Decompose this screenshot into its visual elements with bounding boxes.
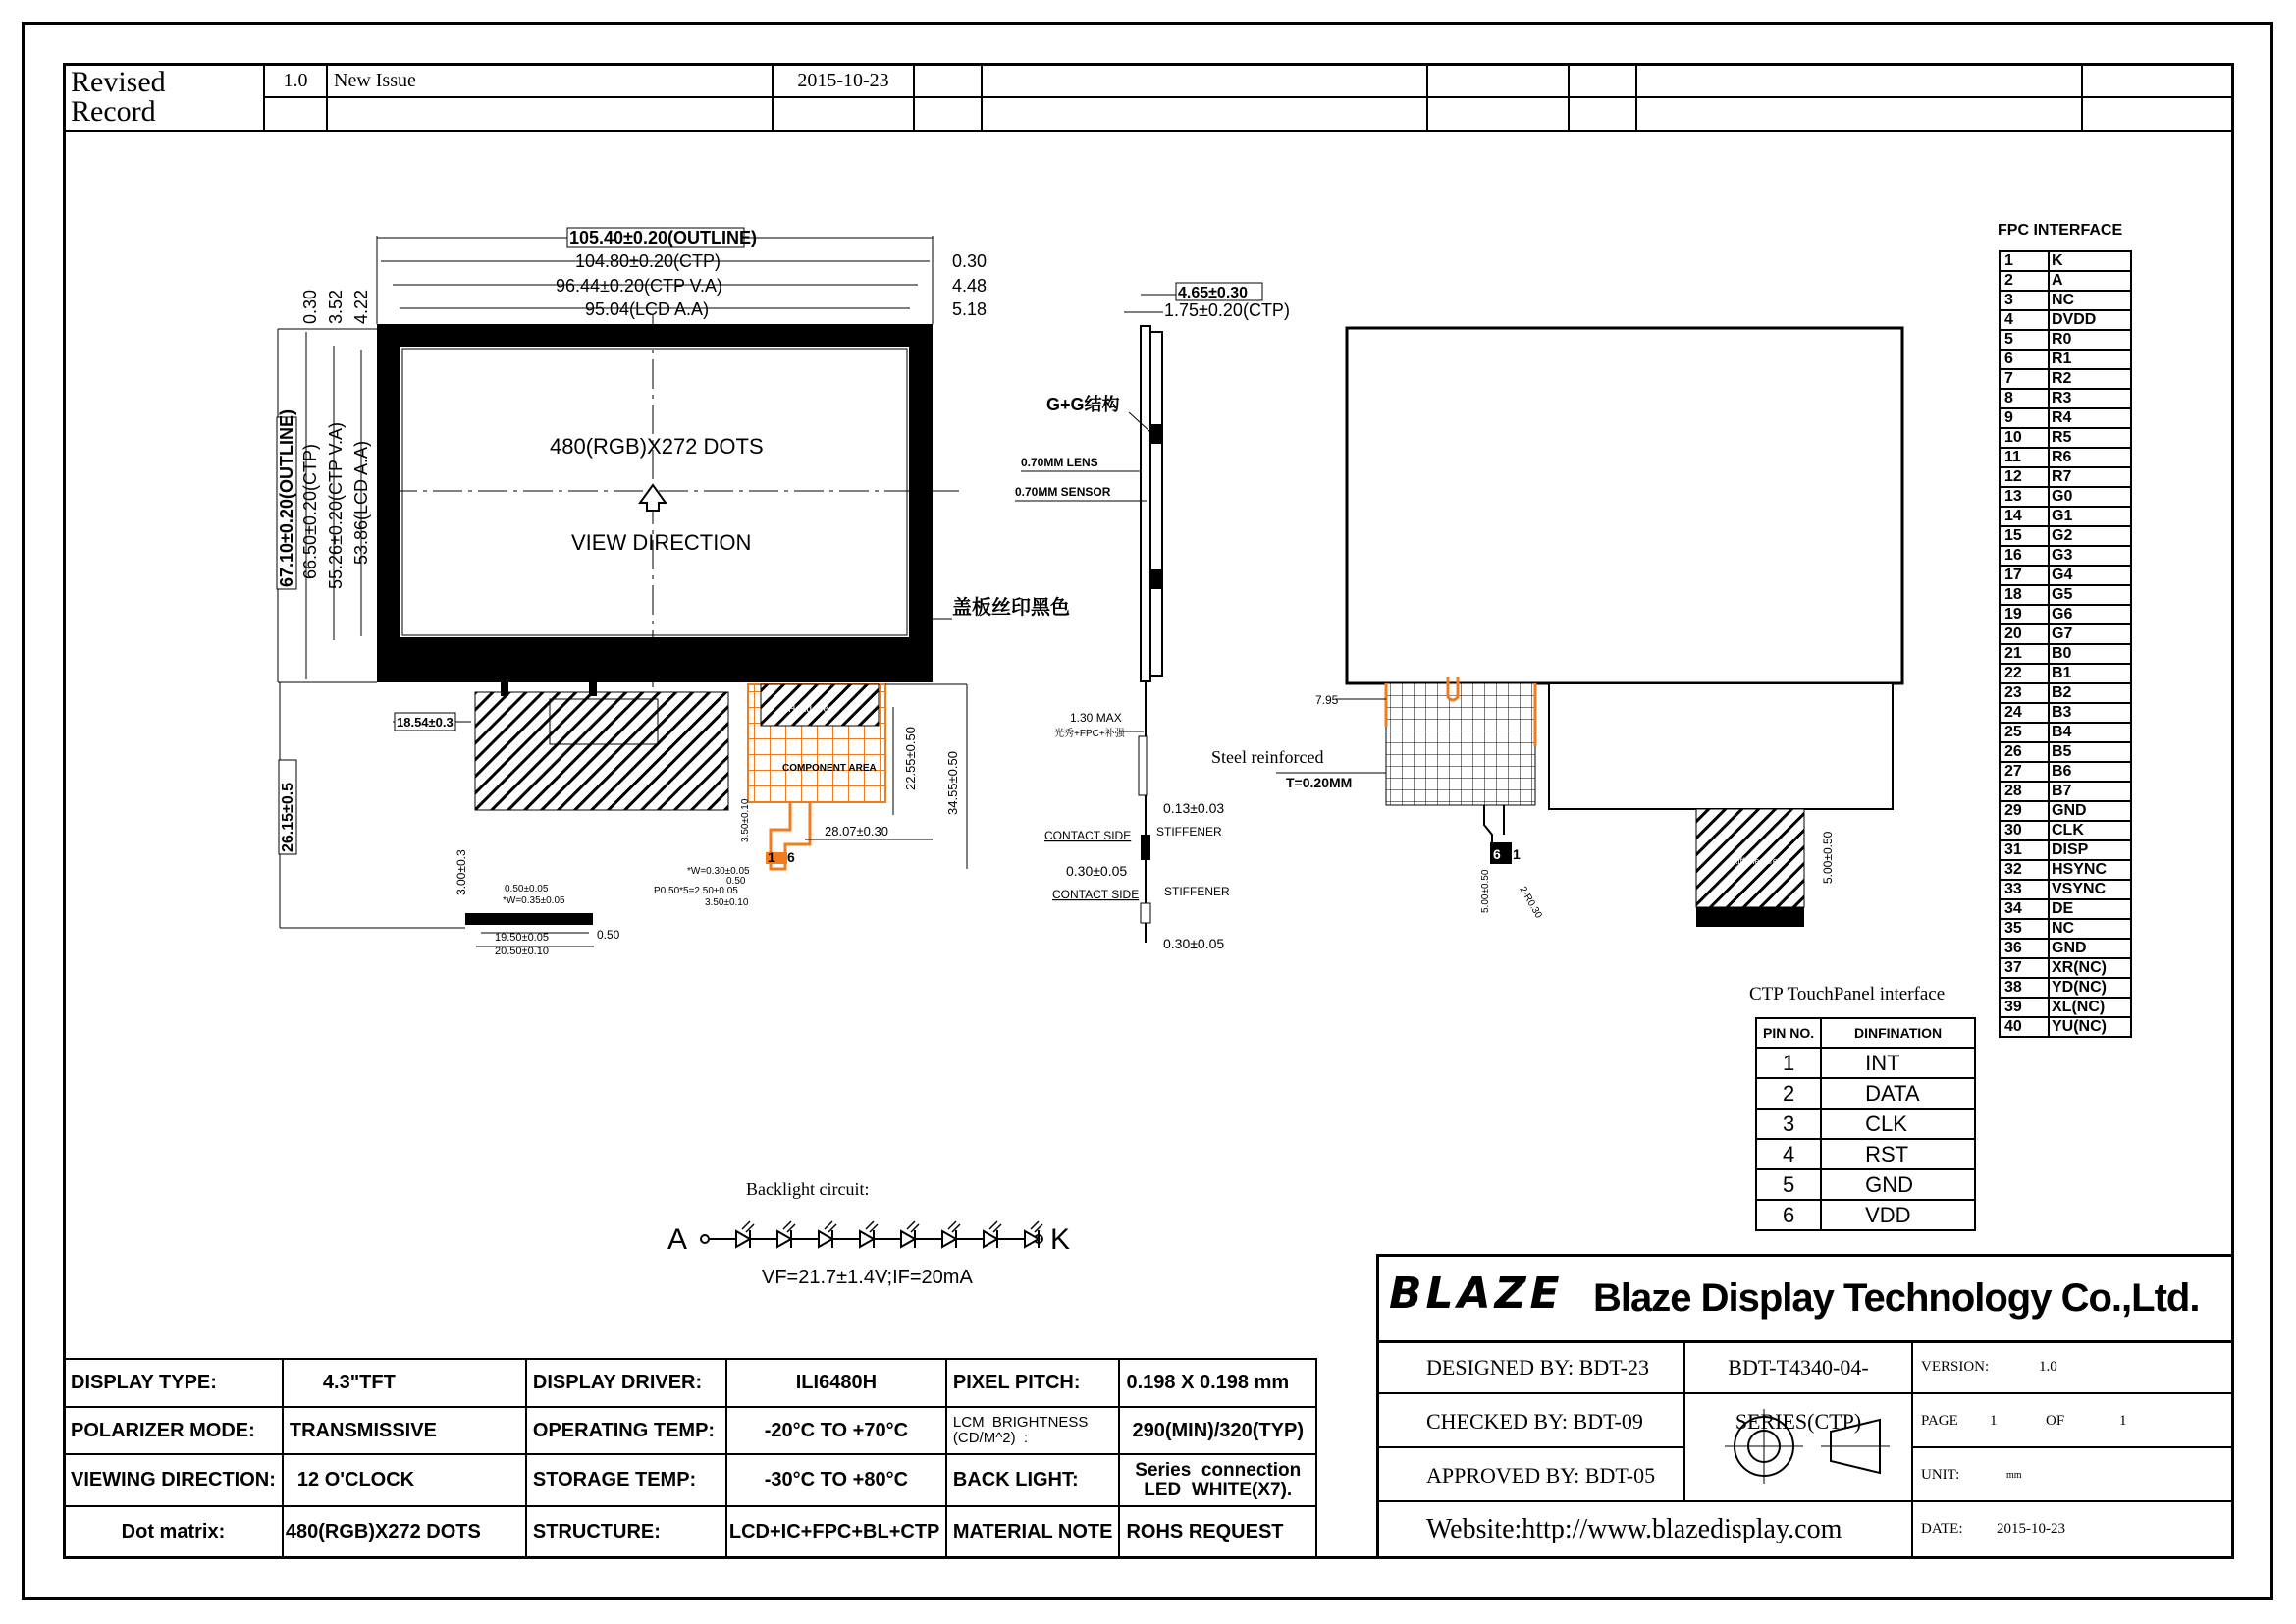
fpc-pin-number: 19 <box>2000 605 2049 624</box>
fpc-pin-name: DISP <box>2049 840 2131 860</box>
fpc-pin-row <box>2000 762 2131 782</box>
spec-label-polarizer: POLARIZER MODE: <box>64 1407 283 1455</box>
fpc-pin-name: XL(NC) <box>2049 998 2131 1017</box>
led-diode-icon <box>984 1221 1001 1248</box>
spec-label-dot-matrix: Dot matrix: <box>64 1506 283 1558</box>
right-offset-1: 0.30 <box>952 251 988 271</box>
fpc-pin-name: R1 <box>2049 350 2131 369</box>
fpc-pin-row <box>2000 723 2131 742</box>
fpc-pin-row <box>2000 467 2131 487</box>
page-value: 1 <box>1990 1413 1998 1429</box>
spec-label-material: MATERIAL NOTE <box>946 1506 1120 1558</box>
fpc-pin-number: 3 <box>2000 291 2049 310</box>
fpc-pin-row <box>2000 526 2131 546</box>
fpc-pin-row <box>2000 369 2131 389</box>
fpc-pin-name: G4 <box>2049 566 2131 585</box>
backlight-circuit <box>667 1179 1070 1288</box>
spec-value-driver: ILI6480H <box>726 1359 946 1407</box>
title-block <box>1376 1254 2234 1559</box>
fpc-pin-row <box>2000 448 2131 467</box>
fpc-pin-row <box>2000 605 2131 624</box>
fpc-pin-name: K <box>2049 251 2131 271</box>
spec-value-storage-temp: -30°C TO +80°C <box>726 1454 946 1506</box>
fpc-pin-row <box>2000 546 2131 566</box>
fpc-pin-number: 10 <box>2000 428 2049 448</box>
fpc-pin-name: HSYNC <box>2049 860 2131 880</box>
sensor-label: 0.70MM SENSOR <box>1015 485 1111 499</box>
fpc-pin-row <box>2000 801 2131 821</box>
fpc-pin-row <box>2000 644 2131 664</box>
top-offset-1: 0.30 <box>300 289 320 324</box>
dim-3-50-h: 3.50±0.10 <box>705 897 749 908</box>
revision-description: New Issue <box>327 64 773 97</box>
fpc-pin-number: 5 <box>2000 330 2049 350</box>
ctp-pin-row <box>1756 1139 1975 1169</box>
fpc-pin-number: 13 <box>2000 487 2049 507</box>
fpc-pin-number: 31 <box>2000 840 2049 860</box>
dim-34-55: 34.55±0.50 <box>945 751 960 815</box>
fpc-pin-row <box>2000 880 2131 899</box>
rear-dim-1: 5.00±0.50 <box>1480 869 1491 913</box>
ctp-pin-name: GND <box>1821 1169 1975 1200</box>
fpc-pin-name: B7 <box>2049 782 2131 801</box>
revision-header: Revised Record <box>64 64 264 131</box>
company-logo: BLAZE <box>1389 1269 1564 1319</box>
ctp-pin-name: RST <box>1821 1139 1975 1169</box>
fpc-pin-number: 40 <box>2000 1017 2049 1037</box>
max-label: 1.30 MAX <box>1070 711 1122 725</box>
fpc-pin-row <box>2000 624 2131 644</box>
fpc-interface-table <box>1999 250 2132 1038</box>
led-diode-icon <box>901 1221 919 1248</box>
fpc-pin-number: 9 <box>2000 408 2049 428</box>
fpc-pin-row <box>2000 350 2131 369</box>
fpc-pin-number: 37 <box>2000 958 2049 978</box>
fpc-pin-row <box>2000 408 2131 428</box>
contact-side-1: CONTACT SIDE <box>1044 829 1132 842</box>
ctp-pin-row <box>1756 1078 1975 1109</box>
side-thickness: 4.65±0.30 <box>1178 285 1249 301</box>
ctp-pin-row <box>1756 1200 1975 1230</box>
fpc-pin-number: 33 <box>2000 880 2049 899</box>
ctp-va-height: 55.26±0.20(CTP V.A) <box>326 422 346 589</box>
fpc-pin-row <box>2000 919 2131 939</box>
website: Website:http://www.blazedisplay.com <box>1379 1502 1913 1556</box>
fpc-pin-name: G6 <box>2049 605 2131 624</box>
dim-3-50-v: 3.50±0.10 <box>740 798 751 842</box>
stiffener-1: STIFFENER <box>1156 825 1222 839</box>
dim-0-30-a: 0.30±0.05 <box>1066 863 1128 879</box>
steel-thickness: T=0.20MM <box>1286 775 1353 790</box>
fpc-pin-row <box>2000 703 2131 723</box>
fpc-pin-number: 25 <box>2000 723 2049 742</box>
front-view <box>277 228 1070 957</box>
fpc-pin-row <box>2000 664 2131 683</box>
ctp-title: CTP TouchPanel interface <box>1749 984 1946 1004</box>
spec-value-pixel-pitch: 0.198 X 0.198 mm <box>1119 1359 1316 1407</box>
fpc-pin-number: 15 <box>2000 526 2049 546</box>
svg-text:1: 1 <box>1513 846 1521 862</box>
fpc-pin-number: 27 <box>2000 762 2049 782</box>
spec-label-pixel-pitch: PIXEL PITCH: <box>946 1359 1120 1407</box>
dim-28-07: 28.07±0.30 <box>825 824 888 839</box>
top-offset-2: 3.52 <box>326 289 346 324</box>
fpc-pin-name: VSYNC <box>2049 880 2131 899</box>
fpc-pin-name: R6 <box>2049 448 2131 467</box>
fpc-pin-number: 12 <box>2000 467 2049 487</box>
fpc-pin-row <box>2000 958 2131 978</box>
fpc-pin-number: 11 <box>2000 448 2049 467</box>
date-label: DATE: <box>1921 1521 1963 1537</box>
anode-label: A <box>667 1223 688 1256</box>
fpc-pin-name: A <box>2049 271 2131 291</box>
ctp-pin-row <box>1756 1048 1975 1078</box>
fpc-pin-name: GND <box>2049 801 2131 821</box>
spec-value-structure: LCD+IC+FPC+BL+CTP <box>726 1506 946 1558</box>
spec-label-operating-temp: OPERATING TEMP: <box>526 1407 726 1455</box>
ctp-pin-name: CLK <box>1821 1109 1975 1139</box>
fpc-pin-number: 2 <box>2000 271 2049 291</box>
designed-by: DESIGNED BY: BDT-23 <box>1379 1340 1685 1394</box>
fpc-pin-name: B2 <box>2049 683 2131 703</box>
fpc-pin-row <box>2000 939 2131 958</box>
fpc-pin-name: R2 <box>2049 369 2131 389</box>
dim-pitch: P0.50*5=2.50±0.05 <box>654 886 738 896</box>
ctp-height: 66.50±0.20(CTP) <box>300 444 320 579</box>
dim-3-00: 3.00±0.3 <box>454 849 468 895</box>
fpc-pin-number: 28 <box>2000 782 2049 801</box>
pin-label-1: 1 <box>768 849 775 865</box>
fpc-pin-number: 22 <box>2000 664 2049 683</box>
ctp-pin-row <box>1756 1169 1975 1200</box>
view-direction-text: VIEW DIRECTION <box>571 530 752 555</box>
ctp-interface-table <box>1755 1017 1976 1231</box>
fpc-pin-name: R0 <box>2049 330 2131 350</box>
version-value: 1.0 <box>2039 1359 2057 1375</box>
rear-view <box>1211 328 1902 927</box>
fpc-pin-name: G1 <box>2049 507 2131 526</box>
projection-symbol <box>1685 1394 1913 1502</box>
fpc-pin-name: XR(NC) <box>2049 958 2131 978</box>
fpc-pin-number: 20 <box>2000 624 2049 644</box>
gg-label: G+G结构 <box>1046 395 1120 414</box>
outline-width: 105.40±0.20(OUTLINE) <box>569 228 757 247</box>
dim-0-50-a: 0.50±0.05 <box>505 884 549 894</box>
unit-value: mm <box>2006 1470 2022 1481</box>
led-diode-icon <box>819 1221 836 1248</box>
hand-area: Hand area <box>788 704 834 715</box>
spec-table <box>63 1358 1317 1559</box>
rear-dim-3: 2-R0.30 <box>1517 885 1544 921</box>
fpc-pin-name: B3 <box>2049 703 2131 723</box>
fpc-pin-name: R3 <box>2049 389 2131 408</box>
fpc-pin-number: 16 <box>2000 546 2049 566</box>
fpc-pin-name: NC <box>2049 919 2131 939</box>
fpc-pin-number: 23 <box>2000 683 2049 703</box>
dim-0-50-c: 0.50 <box>726 876 746 887</box>
fpc-pin-name: G0 <box>2049 487 2131 507</box>
rear-dim-2: 5.00±0.50 <box>1821 831 1835 884</box>
pin-label-6: 6 <box>787 849 795 865</box>
ctp-header-pin: PIN NO. <box>1756 1018 1821 1048</box>
spec-label-structure: STRUCTURE: <box>526 1506 726 1558</box>
part-number: BDT-T4340-04-SERIES(CTP) <box>1685 1340 1913 1394</box>
spec-value-dot-matrix: 480(RGB)X272 DOTS <box>283 1506 526 1558</box>
ctp-pin-number: 6 <box>1756 1200 1821 1230</box>
ctp-pin-number: 3 <box>1756 1109 1821 1139</box>
fpc-note: 光秀+FPC+补强 <box>1054 729 1125 739</box>
fpc-pin-row <box>2000 389 2131 408</box>
ctp-pin-number: 2 <box>1756 1078 1821 1109</box>
fpc-offset: 18.54±0.3 <box>397 715 454 730</box>
fpc-pin-number: 39 <box>2000 998 2049 1017</box>
top-offset-3: 4.22 <box>351 289 371 324</box>
ctp-pin-number: 1 <box>1756 1048 1821 1078</box>
dim-0-13: 0.13±0.03 <box>1163 800 1225 816</box>
fpc-pin-row <box>2000 840 2131 860</box>
fpc-pin-name: CLK <box>2049 821 2131 840</box>
ctp-pin-row <box>1756 1109 1975 1139</box>
backlight-title: Backlight circuit: <box>746 1179 870 1199</box>
spec-label-display-type: DISPLAY TYPE: <box>64 1359 283 1407</box>
component-area: COMPONENT AREA <box>782 763 877 774</box>
ctp-pin-name: INT <box>1821 1048 1975 1078</box>
right-offset-3: 5.18 <box>952 299 988 319</box>
stiffener-area: Stiffener area <box>1730 856 1783 866</box>
fpc-hatched <box>475 692 728 810</box>
fpc-pin-row <box>2000 585 2131 605</box>
fpc-pin-number: 30 <box>2000 821 2049 840</box>
fpc-pin-number: 26 <box>2000 742 2049 762</box>
lcd-aa-height: 53.86(LCD A.A) <box>351 440 371 565</box>
fpc-pin-row <box>2000 1017 2131 1037</box>
cathode-label: K <box>1050 1223 1071 1256</box>
ctp-pin-name: VDD <box>1821 1200 1975 1230</box>
backlight-spec: VF=21.7±1.4V;IF=20mA <box>762 1267 973 1288</box>
fpc-pin-row <box>2000 978 2131 998</box>
fpc-pin-name: R5 <box>2049 428 2131 448</box>
approved-by: APPROVED BY: BDT-05 <box>1379 1448 1685 1502</box>
spec-value-material: ROHS REQUEST <box>1119 1506 1316 1558</box>
fpc-pin-row <box>2000 566 2131 585</box>
fpc-pin-name: B5 <box>2049 742 2131 762</box>
spec-value-viewing: 12 O'CLOCK <box>283 1454 526 1506</box>
fpc-pin-name: R7 <box>2049 467 2131 487</box>
fpc-pin-number: 8 <box>2000 389 2049 408</box>
spec-label-brightness: LCM BRIGHTNESS (CD/M^2) : <box>946 1407 1120 1455</box>
spec-label-viewing: VIEWING DIRECTION: <box>64 1454 283 1506</box>
spec-value-polarizer: TRANSMISSIVE <box>283 1407 526 1455</box>
led-diode-icon <box>777 1221 795 1248</box>
fpc-pin-row <box>2000 683 2131 703</box>
outline-height: 67.10±0.20(OUTLINE) <box>277 409 296 587</box>
cover-note: 盖板丝印黑色 <box>952 597 1070 619</box>
fpc-interface-title: FPC INTERFACE <box>1998 222 2123 239</box>
ctp-pin-name: DATA <box>1821 1078 1975 1109</box>
ctp-header-def: DINFINATION <box>1821 1018 1975 1048</box>
fpc-pin-row <box>2000 271 2131 291</box>
fpc-pin-number: 38 <box>2000 978 2049 998</box>
resolution-text: 480(RGB)X272 DOTS <box>550 434 764 459</box>
fpc-pin-number: 6 <box>2000 350 2049 369</box>
unit-label: UNIT: <box>1921 1467 1960 1483</box>
fpc-pin-row <box>2000 291 2131 310</box>
fpc-pin-row <box>2000 860 2131 880</box>
fpc-pin-number: 34 <box>2000 899 2049 919</box>
spec-label-backlight: BACK LIGHT: <box>946 1454 1120 1506</box>
fpc-pin-row <box>2000 742 2131 762</box>
spec-value-operating-temp: -20°C TO +70°C <box>726 1407 946 1455</box>
fpc-pin-number: 21 <box>2000 644 2049 664</box>
lcd-aa-width: 95.04(LCD A.A) <box>585 299 710 319</box>
spec-value-display-type: 4.3"TFT <box>283 1359 526 1407</box>
fpc-pin-number: 36 <box>2000 939 2049 958</box>
of-label: OF <box>2046 1413 2065 1429</box>
revision-version: 1.0 <box>264 64 327 97</box>
fpc-pin-name: G7 <box>2049 624 2131 644</box>
fpc-pin-number: 35 <box>2000 919 2049 939</box>
led-diode-icon <box>736 1221 754 1248</box>
fpc-pin-name: G2 <box>2049 526 2131 546</box>
page-label: PAGE <box>1921 1413 1958 1429</box>
dim-20-50: 20.50±0.10 <box>495 946 549 957</box>
fpc-pin-name: R4 <box>2049 408 2131 428</box>
fpc-pin-row <box>2000 821 2131 840</box>
fpc-pin-name: B0 <box>2049 644 2131 664</box>
contact-side-2: CONTACT SIDE <box>1052 888 1140 901</box>
company-name: Blaze Display Technology Co.,Ltd. <box>1593 1276 2200 1320</box>
fpc-pin-number: 1 <box>2000 251 2049 271</box>
led-diode-icon <box>942 1221 960 1248</box>
fpc-pin-row <box>2000 507 2131 526</box>
dim-w-030: *W=0.30±0.05 <box>687 866 750 877</box>
fpc-pin-name: DE <box>2049 899 2131 919</box>
fpc-pin-name: B1 <box>2049 664 2131 683</box>
svg-text:6: 6 <box>1493 846 1501 862</box>
fpc-pin-row <box>2000 251 2131 271</box>
fpc-pin-name: NC <box>2049 291 2131 310</box>
dim-w-035: *W=0.35±0.05 <box>503 895 565 906</box>
dim-0-30-b: 0.30±0.05 <box>1163 936 1225 951</box>
rear-offset: 7.95 <box>1315 693 1339 707</box>
fpc-pin-name: B4 <box>2049 723 2131 742</box>
steel-label: Steel reinforced <box>1211 747 1324 767</box>
projection-icon <box>1685 1394 1909 1498</box>
fpc-pin-number: 32 <box>2000 860 2049 880</box>
led-diode-icon <box>860 1221 878 1248</box>
fpc-pin-name: B6 <box>2049 762 2131 782</box>
ctp-pin-number: 5 <box>1756 1169 1821 1200</box>
fpc-pin-row <box>2000 310 2131 330</box>
checked-by: CHECKED BY: BDT-09 <box>1379 1394 1685 1448</box>
fpc-pin-name: DVDD <box>2049 310 2131 330</box>
ctp-width: 104.80±0.20(CTP) <box>575 251 721 271</box>
fpc-pin-name: YU(NC) <box>2049 1017 2131 1037</box>
fpc-contact-strip <box>465 913 593 925</box>
of-value: 1 <box>2119 1413 2127 1429</box>
fpc-pin-number: 4 <box>2000 310 2049 330</box>
fpc-pin-row <box>2000 330 2131 350</box>
fpc-pin-row <box>2000 998 2131 1017</box>
spec-value-brightness: 290(MIN)/320(TYP) <box>1119 1407 1316 1455</box>
fpc-pin-name: G3 <box>2049 546 2131 566</box>
fpc-pin-number: 24 <box>2000 703 2049 723</box>
ctp-va-width: 96.44±0.20(CTP V.A) <box>556 276 722 296</box>
spec-label-driver: DISPLAY DRIVER: <box>526 1359 726 1407</box>
fpc-pin-row <box>2000 782 2131 801</box>
dim-0-50-b: 0.50 <box>597 928 620 942</box>
fpc-pin-name: GND <box>2049 939 2131 958</box>
fpc-length: 26.15±0.5 <box>280 782 296 852</box>
spec-label-storage-temp: STORAGE TEMP: <box>526 1454 726 1506</box>
stiffener-2: STIFFENER <box>1164 885 1230 898</box>
fpc-pin-number: 17 <box>2000 566 2049 585</box>
lens-label: 0.70MM LENS <box>1021 456 1098 469</box>
fpc-pin-row <box>2000 899 2131 919</box>
revision-date: 2015-10-23 <box>773 64 914 97</box>
dim-22-55: 22.55±0.50 <box>903 727 918 790</box>
ctp-pin-number: 4 <box>1756 1139 1821 1169</box>
fpc-pin-number: 14 <box>2000 507 2049 526</box>
rear-panel <box>1347 328 1902 683</box>
dim-19-50: 19.50±0.05 <box>495 932 549 944</box>
company-banner <box>1379 1257 2231 1343</box>
fpc-pin-name: YD(NC) <box>2049 978 2131 998</box>
version-label: VERSION: <box>1921 1359 1990 1375</box>
fpc-pin-row <box>2000 487 2131 507</box>
fpc-pin-number: 7 <box>2000 369 2049 389</box>
side-ctp-thickness: 1.75±0.20(CTP) <box>1164 300 1290 320</box>
fpc-pin-number: 18 <box>2000 585 2049 605</box>
fpc-pin-number: 29 <box>2000 801 2049 821</box>
spec-value-backlight: Series connection LED WHITE(X7). <box>1119 1454 1316 1506</box>
fpc-pin-name: G5 <box>2049 585 2131 605</box>
fpc-pin-row <box>2000 428 2131 448</box>
right-offset-2: 4.48 <box>952 276 988 296</box>
date-value: 2015-10-23 <box>1997 1521 2065 1537</box>
